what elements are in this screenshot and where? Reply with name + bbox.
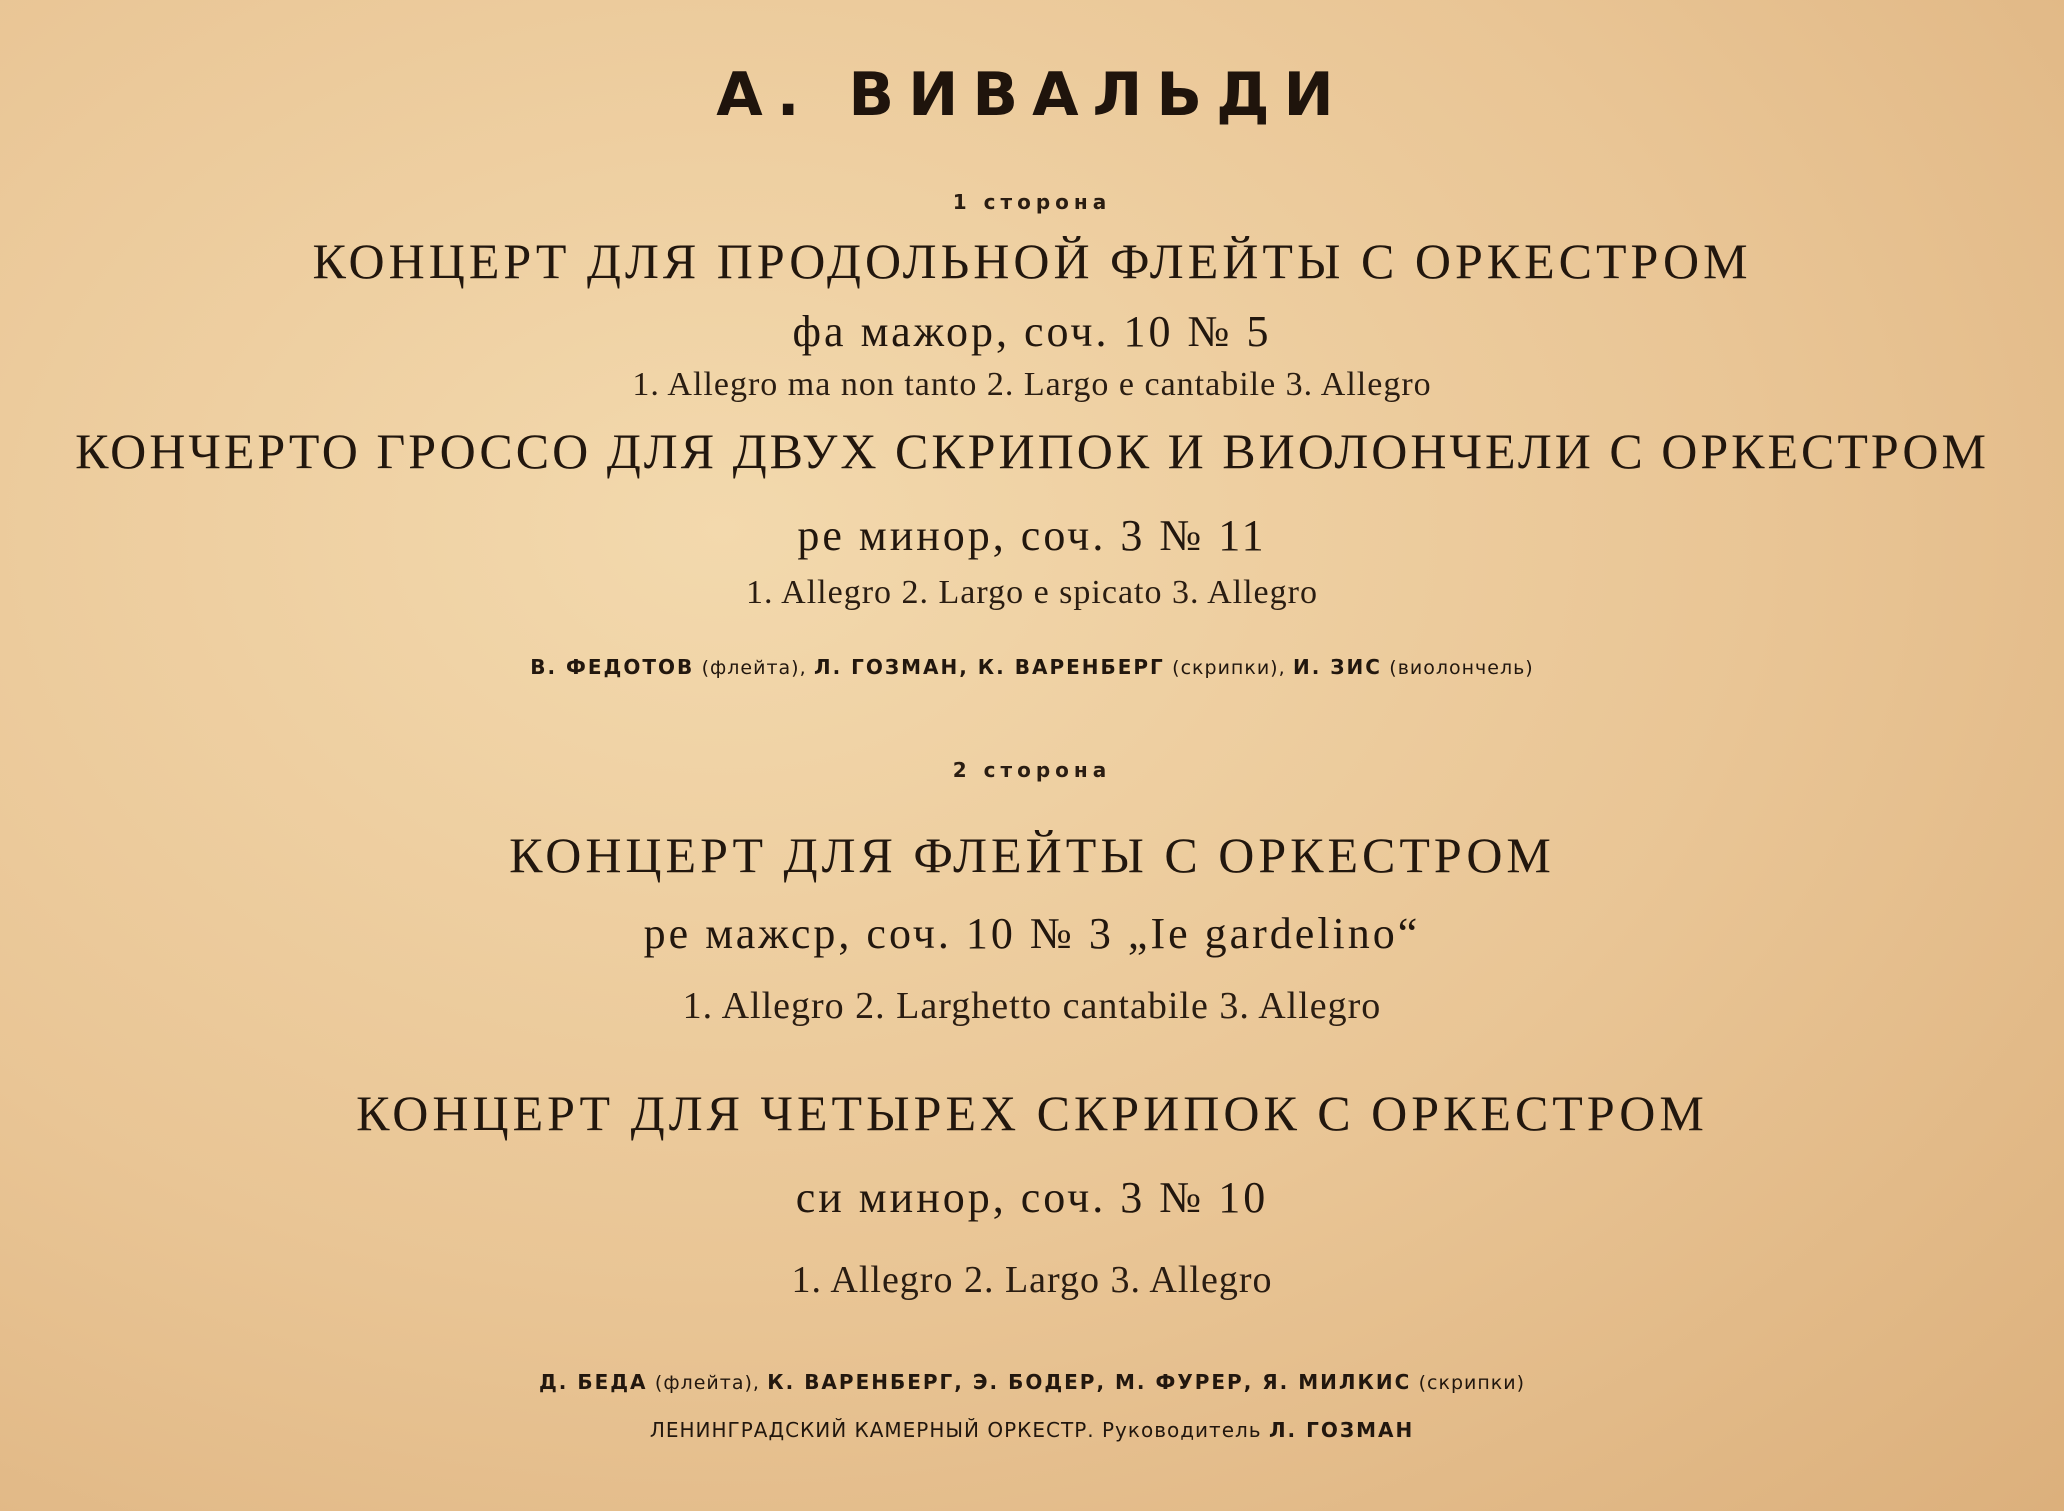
performer-5-role: (скрипки) <box>1418 1372 1526 1394</box>
side-1-label: 1 сторона <box>952 190 1112 214</box>
work-4-title: КОНЦЕРТ ДЛЯ ЧЕТЫРЕХ СКРИПОК С ОРКЕСТРОМ <box>356 1085 1708 1141</box>
director-name: Л. ГОЗМАН <box>1268 1418 1415 1442</box>
work-3-key: ре мажср, соч. 10 № 3 „Ie gardelino“ <box>643 909 1421 958</box>
side-1-performers <box>0 655 2064 679</box>
performer-2-name: Л. ГОЗМАН, К. ВАРЕНБЕРГ <box>814 655 1165 679</box>
orchestra-credit <box>0 1418 2064 1442</box>
side-2-performers <box>0 1370 2064 1394</box>
work-2-title: КОНЧЕРТО ГРОССО ДЛЯ ДВУХ СКРИПОК И ВИОЛОНЧЕЛИ С ОРКЕСТРОМ <box>75 423 1989 479</box>
performer-4-name: Д. БЕДА <box>538 1370 648 1394</box>
work-3-movements: 1. Allegro 2. Larghetto cantabile 3. Allegro <box>682 985 1382 1027</box>
performer-4-role: (флейта), <box>654 1372 760 1394</box>
work-1-title: КОНЦЕРТ ДЛЯ ПРОДОЛЬНОЙ ФЛЕЙТЫ С ОРКЕСТРОМ <box>312 233 1752 289</box>
director-label: Руководитель <box>1101 1418 1262 1442</box>
work-4-movements: 1. Allegro 2. Largo 3. Allegro <box>791 1259 1273 1301</box>
work-1-movements: 1. Allegro ma non tanto 2. Largo e cantabile 3. Allegro <box>632 366 1432 403</box>
performer-5-name: К. ВАРЕНБЕРГ, Э. БОДЕР, М. ФУРЕР, Я. МИЛКИС <box>767 1370 1412 1394</box>
performer-2-role: (скрипки), <box>1172 657 1286 679</box>
composer-name: А. ВИВАЛЬДИ <box>716 60 1348 130</box>
work-2-key: ре минор, соч. 3 № 11 <box>797 511 1267 560</box>
work-4-key: си минор, соч. 3 № 10 <box>795 1173 1269 1222</box>
performer-1-role: (флейта), <box>701 657 807 679</box>
work-2-movements: 1. Allegro 2. Largo e spicato 3. Allegro <box>746 574 1318 611</box>
performer-1-name: В. ФЕДОТОВ <box>530 655 695 679</box>
performer-3-name: И. ЗИС <box>1292 655 1382 679</box>
orchestra-name: ЛЕНИНГРАДСКИЙ КАМЕРНЫЙ ОРКЕСТР. <box>649 1418 1095 1442</box>
side-2-label: 2 сторона <box>952 758 1112 782</box>
work-1-key: фа мажор, соч. 10 № 5 <box>792 307 1272 356</box>
work-3-title: КОНЦЕРТ ДЛЯ ФЛЕЙТЫ С ОРКЕСТРОМ <box>509 827 1555 883</box>
performer-3-role: (виолончель) <box>1389 657 1534 679</box>
